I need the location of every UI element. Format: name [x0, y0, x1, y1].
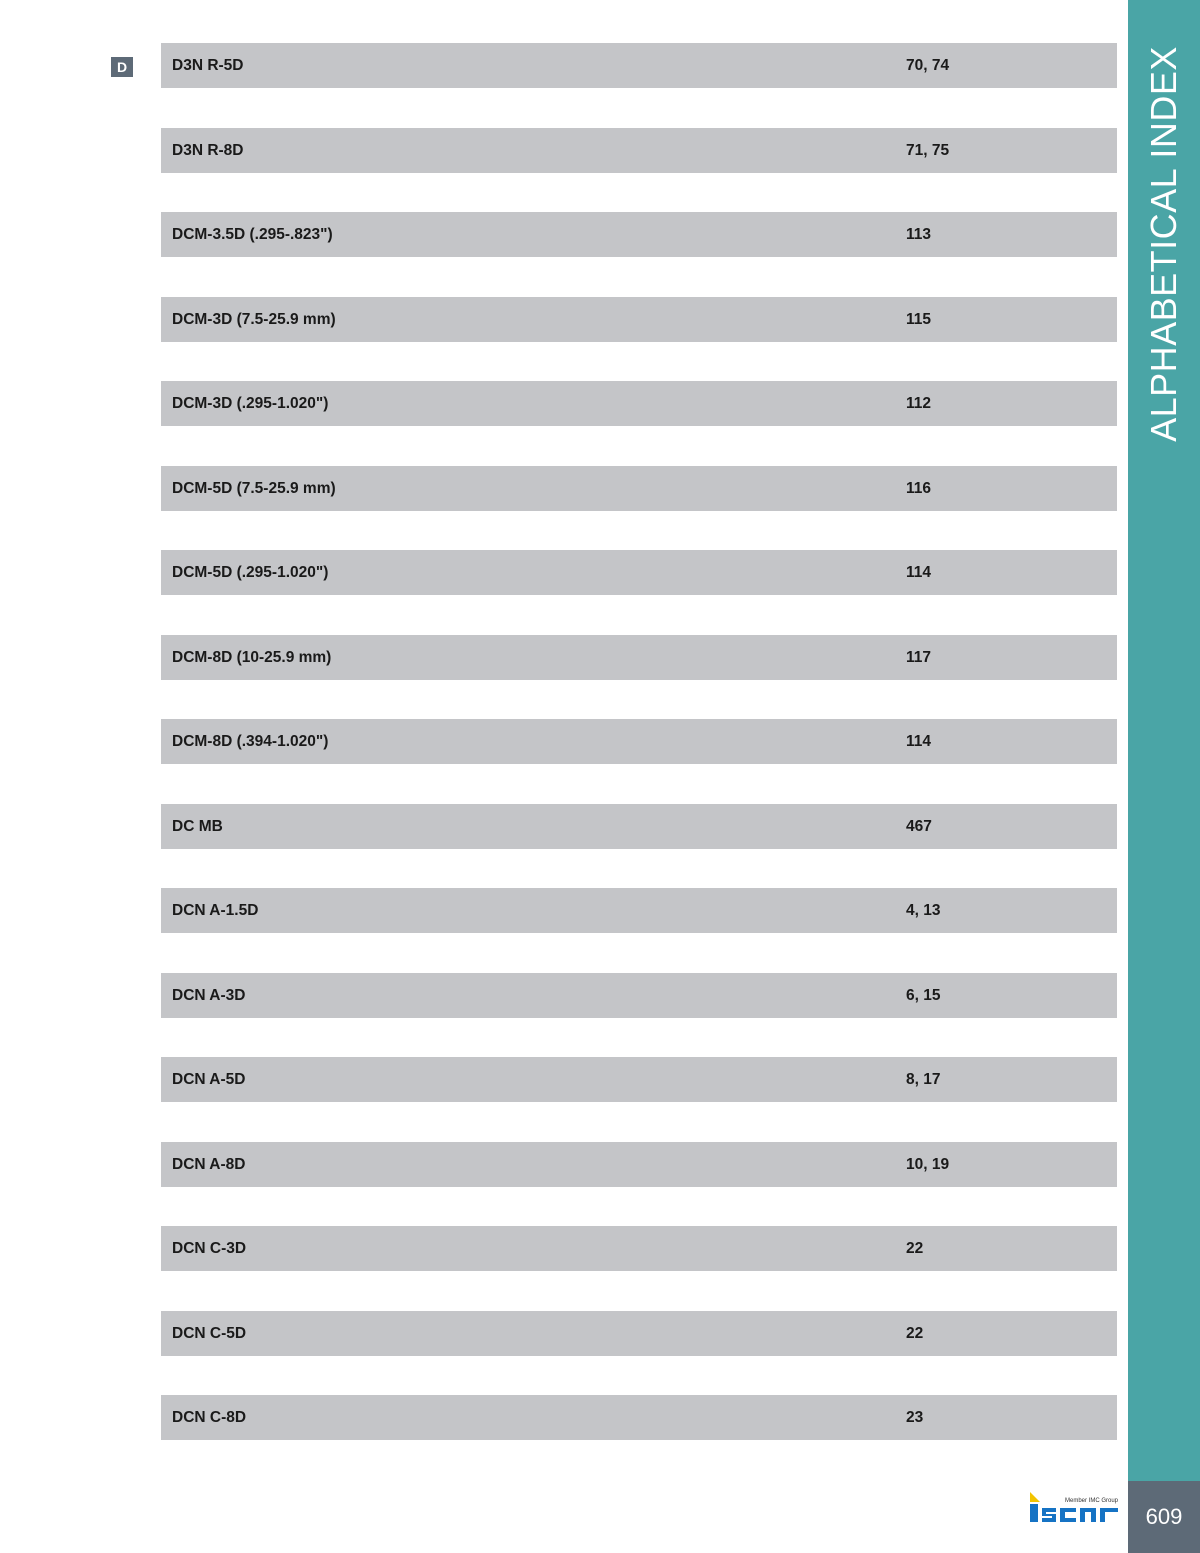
entry-name: DCN A-3D — [172, 986, 246, 1004]
logo-member-text: Member IMC Group — [1064, 1498, 1118, 1504]
entry-pages: 467 — [906, 817, 932, 835]
entry-pages: 70, 74 — [906, 57, 950, 74]
index-entry-row — [161, 1142, 1117, 1187]
index-entry-row — [161, 1057, 1117, 1102]
entry-name: DCM-5D (.295-1.020") — [172, 564, 329, 581]
section-letter-badge: D — [111, 57, 133, 77]
index-entry-row — [161, 128, 1117, 173]
index-entry-row — [161, 43, 1117, 88]
entry-name: DCM-3D (.295-1.020") — [172, 395, 329, 412]
entry-name: DCN C-5D — [172, 1324, 247, 1342]
entry-pages: 10, 19 — [906, 1155, 950, 1173]
index-entry-row — [161, 466, 1117, 511]
entry-pages: 6, 15 — [906, 986, 941, 1004]
entry-pages: 112 — [906, 395, 932, 412]
entry-pages: 114 — [906, 733, 932, 750]
entry-pages: 8, 17 — [906, 1071, 941, 1088]
entry-name: DC MB — [172, 817, 223, 835]
index-entry-row — [161, 635, 1117, 680]
index-entry-row — [161, 888, 1117, 933]
side-title: ALPHABETICAL INDEX — [1143, 46, 1184, 442]
entry-pages: 22 — [906, 1240, 924, 1257]
index-entry-row — [161, 550, 1117, 595]
entry-name: DCN C-3D — [172, 1240, 247, 1257]
index-entry-row — [161, 381, 1117, 426]
page-number: 609 — [1128, 1481, 1200, 1553]
entry-name: D3N R-5D — [172, 57, 244, 74]
entry-pages: 22 — [906, 1324, 924, 1342]
entry-name: DCN A-1.5D — [172, 902, 259, 919]
entry-name: DCN A-5D — [172, 1071, 246, 1088]
entry-name: DCN A-8D — [172, 1155, 246, 1173]
index-entry-row — [161, 804, 1117, 849]
entry-pages: 114 — [906, 564, 932, 581]
entry-name: DCM-8D (.394-1.020") — [172, 733, 329, 750]
index-entry-row — [161, 1395, 1117, 1440]
entry-pages: 23 — [906, 1409, 924, 1426]
entry-pages: 4, 13 — [906, 902, 941, 919]
index-entry-row — [161, 297, 1117, 342]
entry-name: DCN C-8D — [172, 1409, 247, 1426]
entry-pages: 116 — [906, 479, 932, 497]
index-entry-row — [161, 719, 1117, 764]
entry-name: DCM-3D (7.5-25.9 mm) — [172, 310, 336, 328]
entry-pages: 117 — [906, 648, 932, 666]
index-entry-row — [161, 973, 1117, 1018]
logo-mark — [1028, 1490, 1120, 1530]
index-entry-row — [161, 1226, 1117, 1271]
index-entry-row — [161, 1311, 1117, 1356]
entry-name: DCM-8D (10-25.9 mm) — [172, 648, 332, 666]
iscar-logo — [1028, 1490, 1120, 1530]
entry-pages: 113 — [906, 226, 932, 243]
entry-name: D3N R-8D — [172, 141, 244, 159]
entry-name: DCM-5D (7.5-25.9 mm) — [172, 479, 336, 497]
index-entry-row — [161, 212, 1117, 257]
side-tab — [1128, 0, 1200, 1481]
entry-name: DCM-3.5D (.295-.823") — [172, 226, 333, 243]
entry-pages: 71, 75 — [906, 141, 950, 159]
entry-pages: 115 — [906, 310, 932, 328]
